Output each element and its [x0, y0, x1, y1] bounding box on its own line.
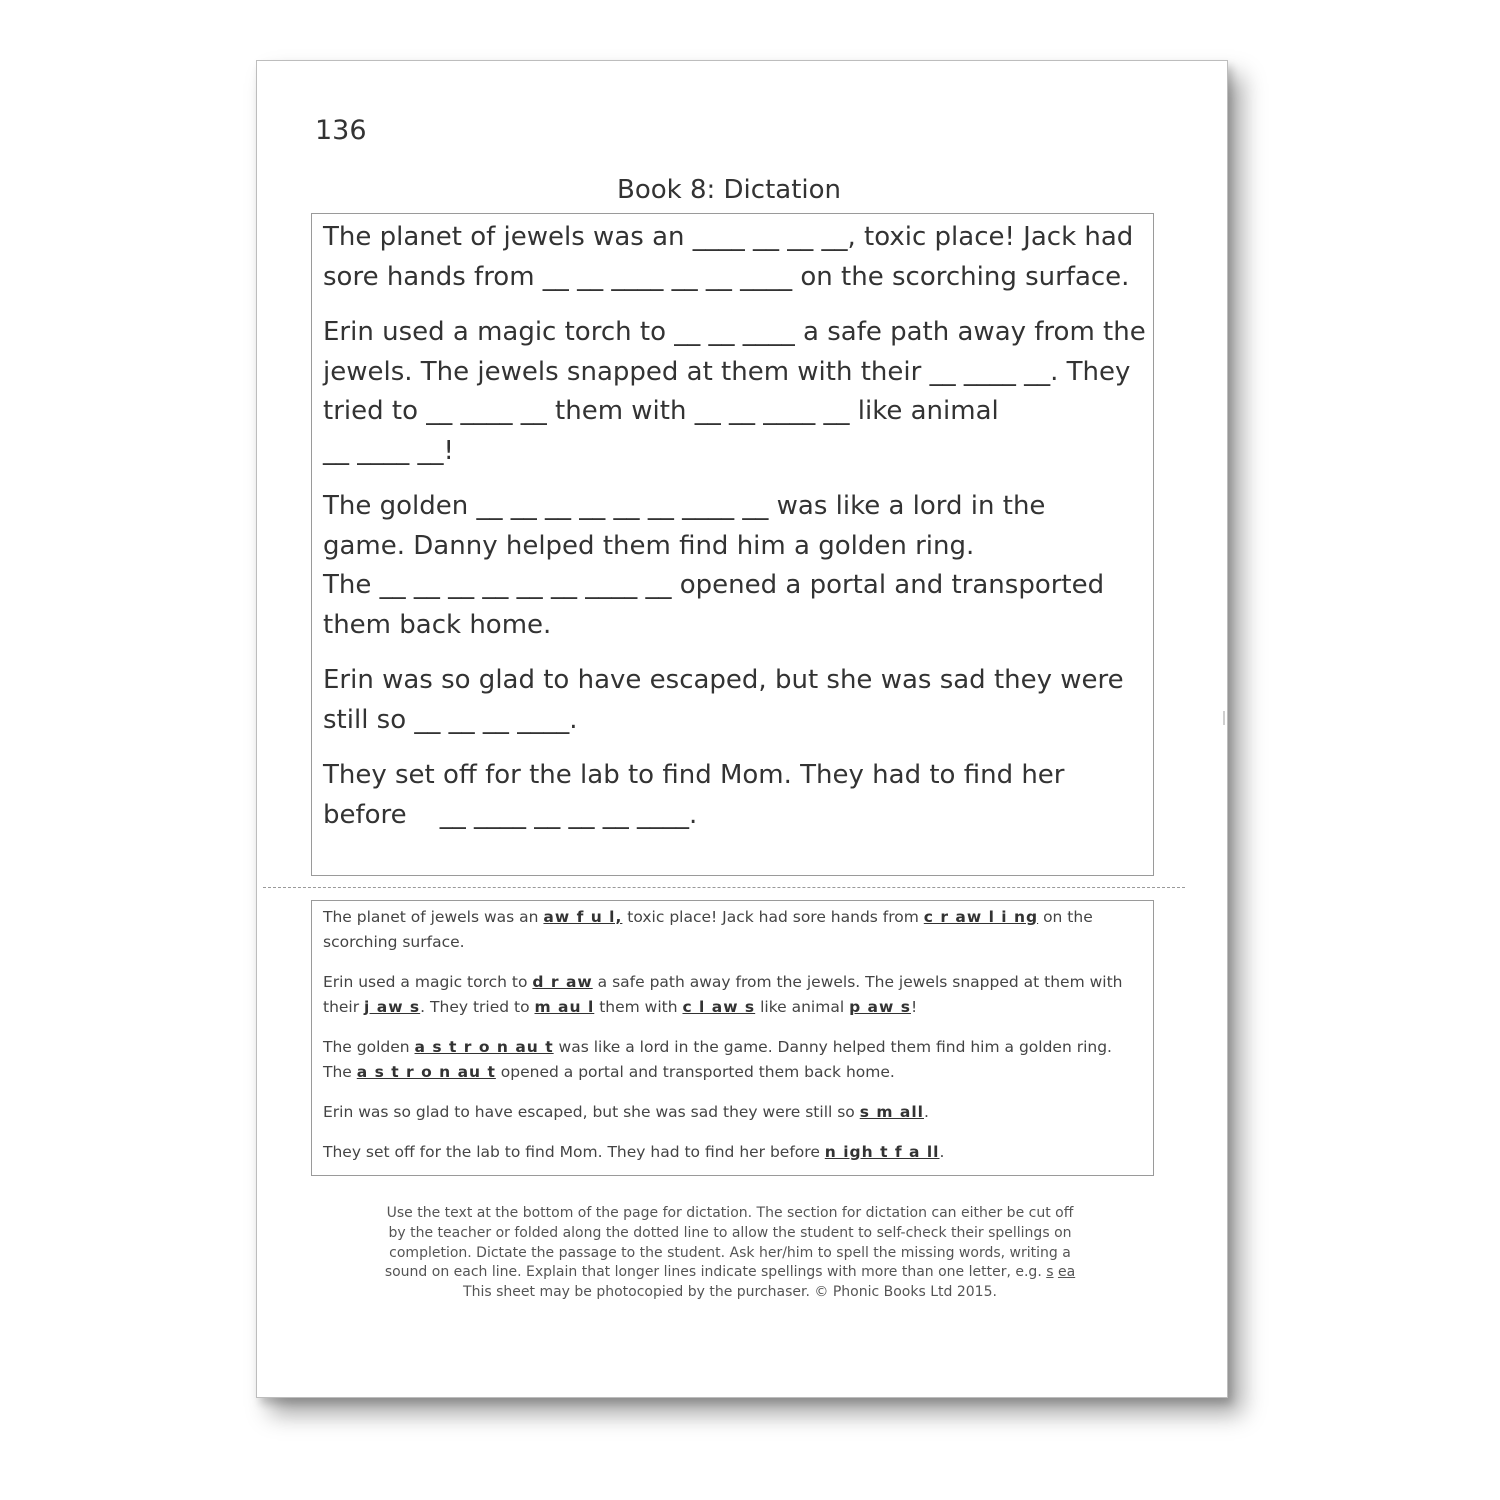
dictation-worksheet-box [311, 213, 1154, 876]
answer-paragraph [323, 905, 1143, 955]
answer-word: aw f u l, [543, 908, 623, 926]
answer-paragraph [323, 970, 1143, 1020]
answer-text: . They tried to [420, 998, 535, 1016]
worksheet-line: The golden __ __ __ __ __ __ ____ __ was like a lord in the [323, 491, 1046, 521]
worksheet-line: before __ ____ __ __ __ ____. [323, 799, 698, 830]
answer-paragraph [323, 1100, 1143, 1125]
answer-text: opened a portal and transported them back home. [495, 1063, 895, 1081]
page-edge-mark [1223, 711, 1225, 725]
worksheet-line: The __ __ __ __ __ __ ____ __ opened a portal and transported [323, 570, 1105, 600]
worksheet-line: them back home. [323, 609, 552, 640]
worksheet-line: tried to __ ____ __ them with __ __ ____ __ like animal [323, 396, 999, 426]
answer-word: a s t r o n au t [414, 1038, 554, 1056]
worksheet-paragraph [323, 756, 1141, 835]
worksheet-paragraph [323, 487, 1141, 645]
page-number: 136 [315, 115, 367, 146]
answer-word: c r aw l i ng [923, 908, 1039, 926]
page-title: Book 8: Dictation [616, 175, 841, 205]
instructions-example-sound: ea [1057, 1264, 1076, 1281]
worksheet-line: still so __ __ __ ____. [323, 704, 578, 735]
worksheet-line: Erin was so glad to have escaped, but she was sad they were [323, 665, 1124, 695]
answer-word: d r aw [532, 973, 593, 991]
answer-text: was like a lord in the game. Danny helped them find him a golden ring. The [323, 1038, 1112, 1081]
answer-text: a safe path away from the jewels. The jewels snapped at them with their [323, 973, 1123, 1016]
worksheet-page [256, 60, 1228, 1398]
answer-word: j aw s [364, 998, 421, 1016]
answer-key-box [311, 900, 1154, 1176]
worksheet-line: game. Danny helped them find him a golden ring. [323, 530, 975, 561]
answer-word: p aw s [849, 998, 911, 1016]
answer-word: c l aw s [682, 998, 756, 1016]
answer-text: They set off for the lab to find Mom. They had to find her before [323, 1143, 825, 1161]
worksheet-paragraph [323, 218, 1141, 297]
answer-text: like animal [755, 998, 850, 1016]
worksheet-paragraph [323, 661, 1141, 740]
answer-text: Erin was so glad to have escaped, but she was sad they were still so [323, 1103, 860, 1121]
answer-text: toxic place! Jack had sore hands from [622, 908, 924, 926]
worksheet-line: They set off for the lab to find Mom. They had to find her [323, 760, 1065, 790]
worksheet-line: __ ____ __! [323, 435, 454, 466]
answer-paragraph [323, 1035, 1143, 1085]
fold-cut-dotted-line [263, 887, 1185, 888]
copyright-notice: This sheet may be photocopied by the purchaser. © Phonic Books Ltd 2015. [463, 1284, 997, 1301]
answer-paragraph [323, 1140, 1143, 1165]
worksheet-line: jewels. The jewels snapped at them with their __ ____ __. They [323, 356, 1131, 387]
worksheet-line: sore hands from __ __ ____ __ __ ____ on the scorching surface. [323, 261, 1130, 292]
answer-word: s m all [859, 1103, 924, 1121]
answer-word: n igh t f a ll [824, 1143, 940, 1161]
worksheet-line: The planet of jewels was an ____ __ __ __, toxic place! Jack had [323, 222, 1134, 252]
answer-text: . [923, 1103, 929, 1121]
worksheet-paragraph [323, 313, 1146, 471]
answer-word: a s t r o n au t [356, 1063, 496, 1081]
teacher-instructions [377, 1204, 1083, 1303]
answer-text: The planet of jewels was an [323, 908, 544, 926]
answer-text: . [939, 1143, 945, 1161]
answer-text: on the scorching surface. [323, 908, 1093, 951]
answer-text: Erin used a magic torch to [323, 973, 533, 991]
answer-text: The golden [323, 1038, 415, 1056]
worksheet-line: Erin used a magic torch to __ __ ____ a safe path away from the [323, 317, 1146, 347]
instructions-example-sound: s [1046, 1264, 1054, 1281]
instructions-text: Use the text at the bottom of the page for dictation. The section for dictation can either be cut off by the teacher or folded along the dotted line to allow the student to self-check their spellings on completion. Dictate the passage to the student. Ask her/him to spell the missing words, writing a sound on each line. Explain that longer lines indicate spellings with more than one letter, e.g. [384, 1205, 1074, 1281]
answer-word: m au l [534, 998, 595, 1016]
answer-text: them with [594, 998, 683, 1016]
answer-text: ! [910, 998, 918, 1016]
